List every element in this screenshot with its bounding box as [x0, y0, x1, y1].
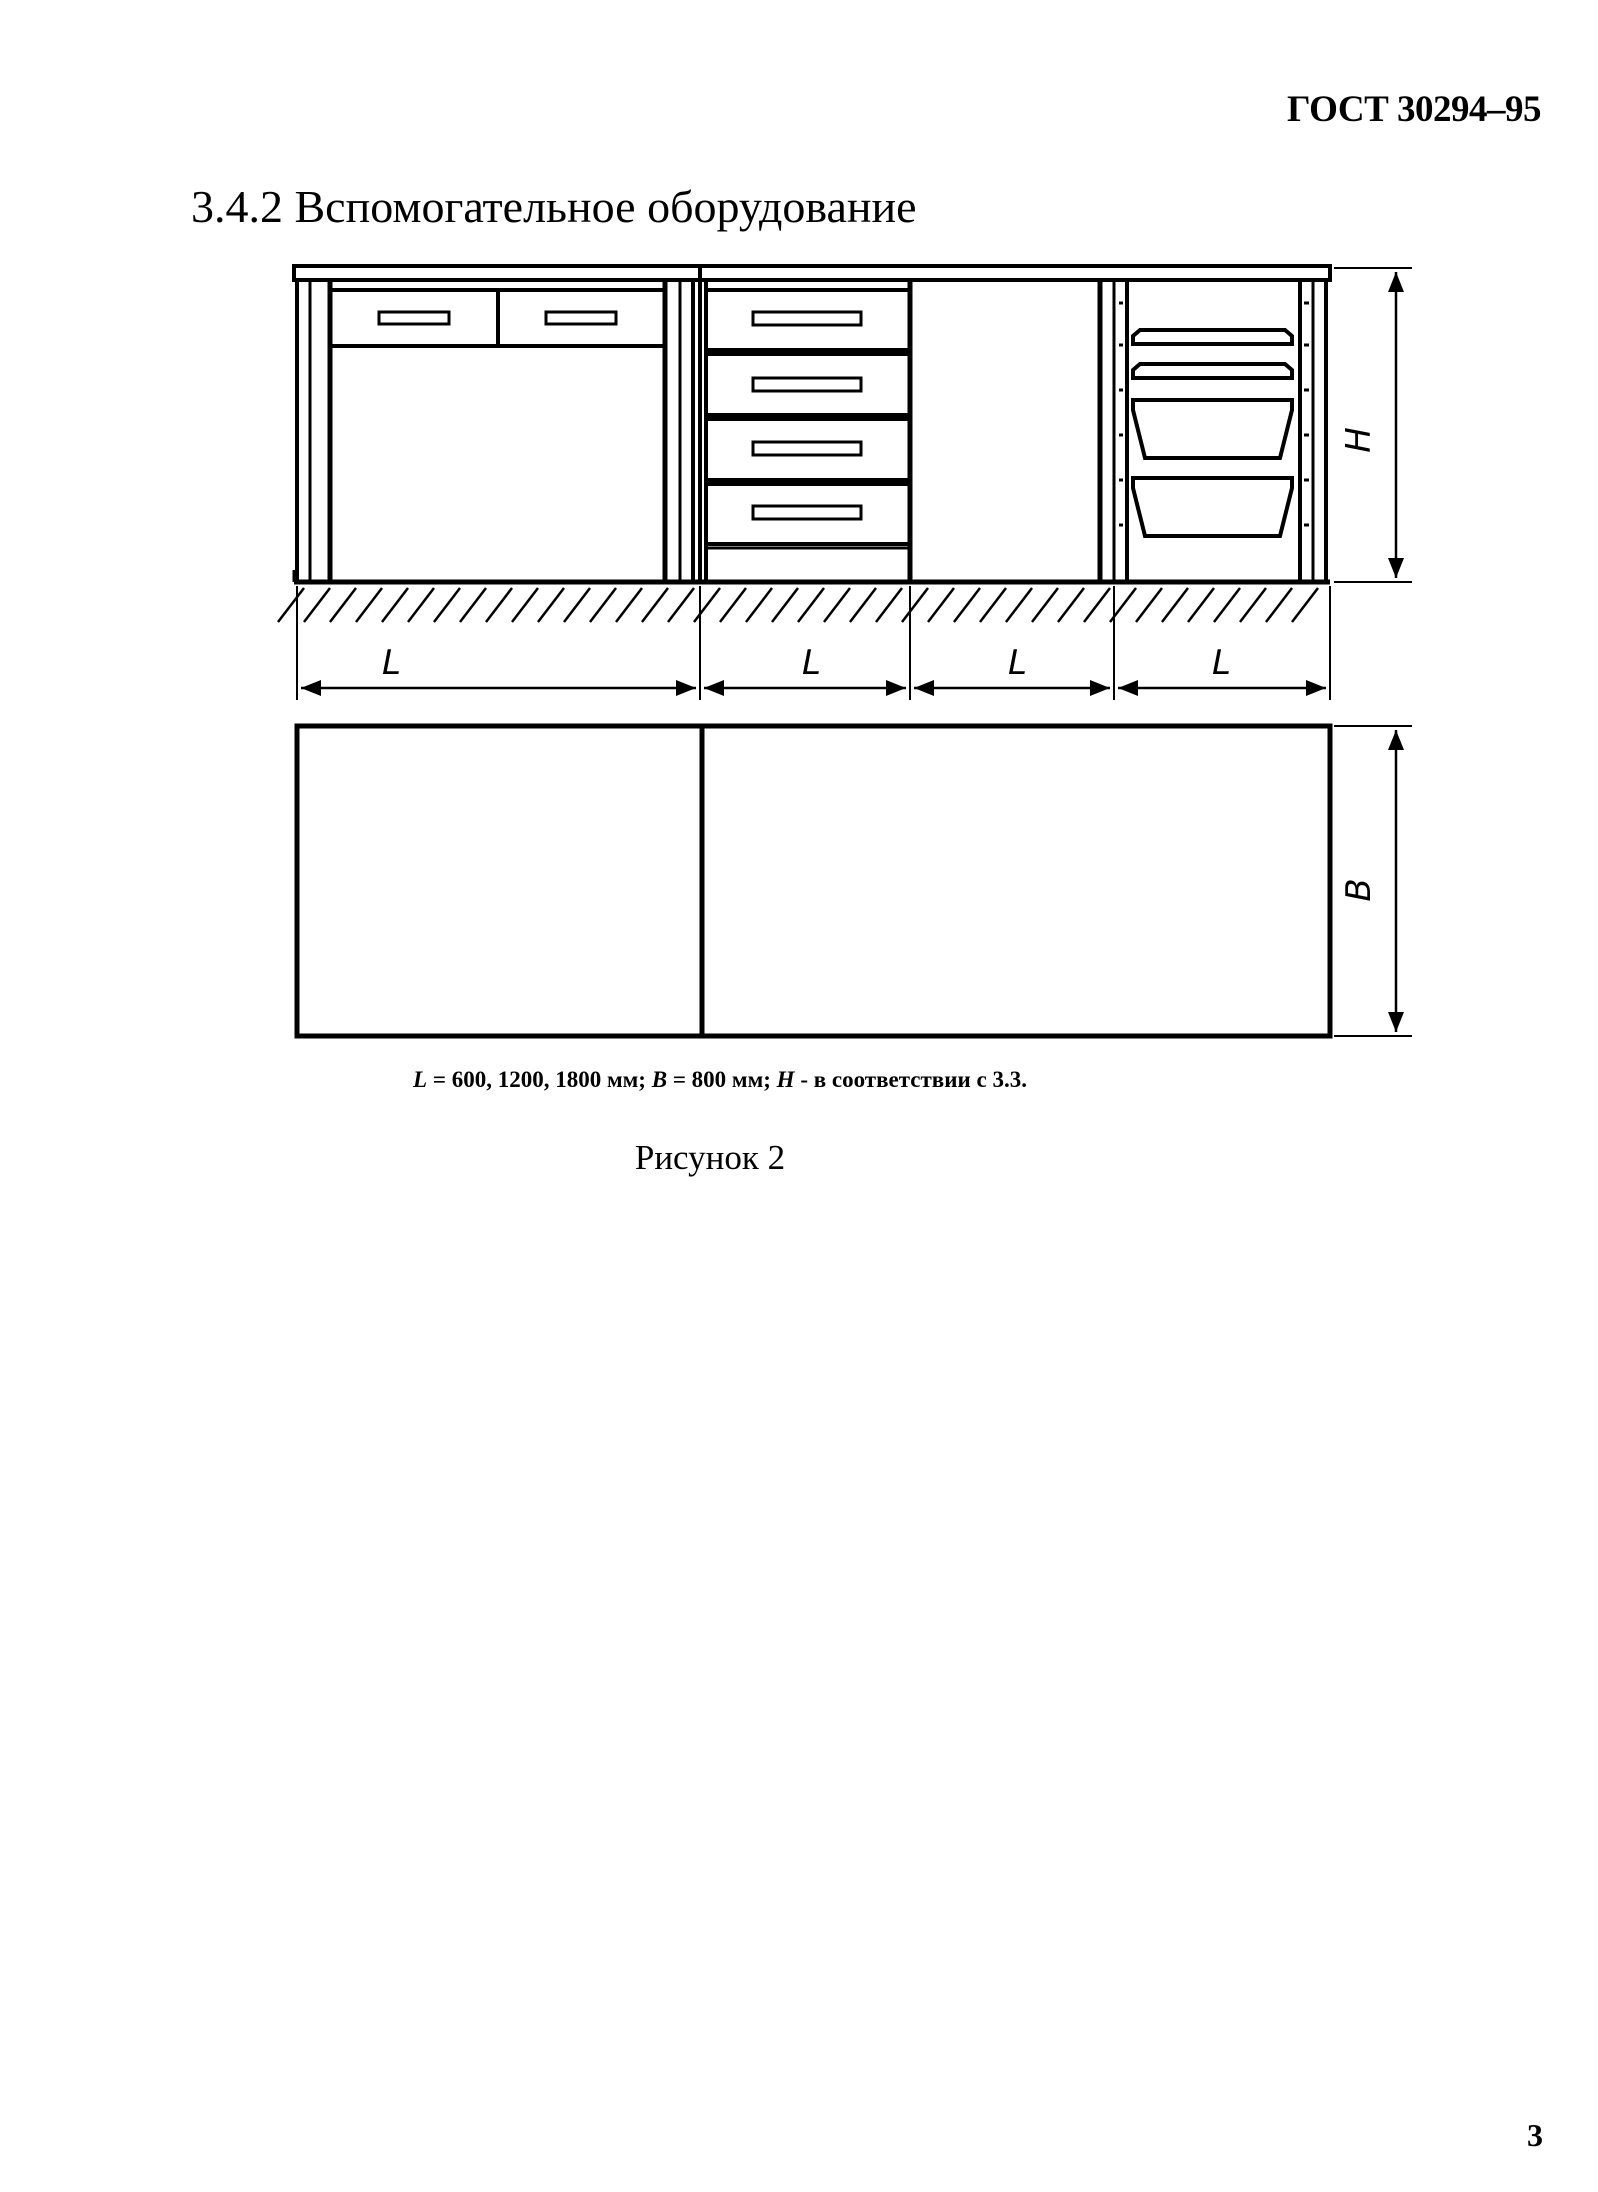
hatch-line [460, 588, 486, 622]
hatch-line [772, 588, 798, 622]
hatch-line [1006, 588, 1032, 622]
hatch-line [902, 588, 928, 622]
hatch-line [1188, 588, 1214, 622]
hatch-line [694, 588, 720, 622]
hatch-line [486, 588, 512, 622]
hatch-line [746, 588, 772, 622]
hatch-line [330, 588, 356, 622]
hatch-line [278, 588, 304, 622]
length-label-4: L [1212, 643, 1231, 683]
countertop [294, 266, 1330, 280]
hatch-line [538, 588, 564, 622]
note-h-values: - в соответствии с 3.3. [794, 1067, 1027, 1092]
top-view [297, 726, 1330, 1036]
length-label-3: L [1008, 643, 1027, 683]
hatch-line [1214, 588, 1240, 622]
hatch-line [980, 588, 1006, 622]
hatch-line [356, 588, 382, 622]
hatch-line [720, 588, 746, 622]
hatch-line [928, 588, 954, 622]
front-view [294, 266, 1330, 582]
hatch-line [1084, 588, 1110, 622]
hatch-line [408, 588, 434, 622]
hatch-line [1240, 588, 1266, 622]
note-b-symbol: B [651, 1067, 668, 1092]
hatch-line [850, 588, 876, 622]
note-l-symbol: L [413, 1067, 428, 1092]
hatch-line [304, 588, 330, 622]
hatch-line [434, 588, 460, 622]
hatch-line [1058, 588, 1084, 622]
desk-drawer-right-handle [546, 312, 616, 324]
hatch-line [798, 588, 824, 622]
hatch-line [512, 588, 538, 622]
hatch-line [1162, 588, 1188, 622]
figure-caption: Рисунок 2 [634, 1138, 786, 1177]
tray-2 [1133, 364, 1292, 378]
hatch-line [1266, 588, 1292, 622]
hatch-line [954, 588, 980, 622]
height-label: H [1339, 427, 1379, 453]
hatch-line [876, 588, 902, 622]
depth-label: B [1339, 878, 1379, 902]
standard-number: ГОСТ 30294–95 [1287, 89, 1541, 130]
figure-note [0, 1067, 1440, 1093]
hatch-line [1032, 588, 1058, 622]
page-number: 3 [1527, 2117, 1543, 2153]
hatch-line [1292, 588, 1318, 622]
section-heading: 3.4.2 Вспомогательное оборудование [191, 181, 917, 232]
drawer-cabinet [706, 282, 910, 582]
length-label-2: L [802, 643, 821, 683]
hatch-line [382, 588, 408, 622]
desk-drawer-right [498, 290, 665, 346]
length-label-1: L [382, 643, 401, 683]
hatch-line [668, 588, 694, 622]
desk-drawer-left [330, 290, 498, 346]
desk-unit [297, 282, 693, 582]
tray-3 [1133, 400, 1292, 458]
hatch-line [824, 588, 850, 622]
note-b-values: = 800 мм; [667, 1067, 777, 1092]
note-l-values: = 600, 1200, 1800 мм; [427, 1067, 652, 1092]
hatch-line [616, 588, 642, 622]
height-dimension [1334, 268, 1412, 582]
floor-hatching [278, 588, 1318, 622]
hatch-line [1136, 588, 1162, 622]
tray-1 [1133, 330, 1292, 344]
tray-4 [1133, 478, 1292, 536]
hatch-line [590, 588, 616, 622]
hatch-line [642, 588, 668, 622]
desk-drawer-left-handle [379, 312, 449, 324]
note-h-symbol: H [776, 1067, 795, 1092]
tray-cabinet [1114, 282, 1326, 582]
hatch-line [564, 588, 590, 622]
